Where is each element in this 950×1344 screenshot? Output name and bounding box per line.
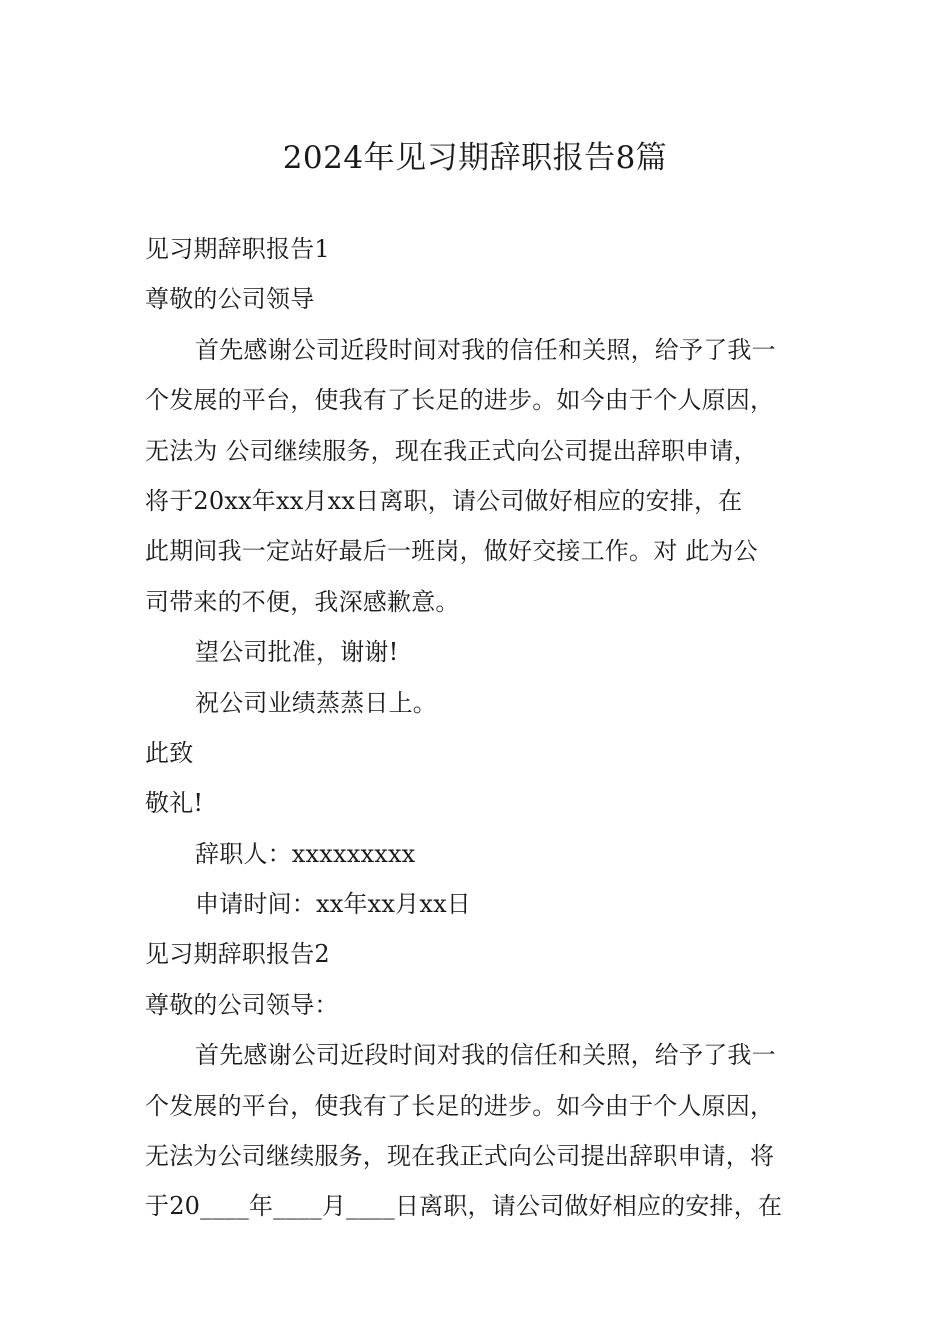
text-line: 司带来的不便，我深感歉意。 [145,587,460,616]
document-body [145,224,817,1232]
text-line: 首先感谢公司近段时间对我的信任和关照，给予了我一 [195,335,776,364]
text-line: 辞职人：xxxxxxxxx [195,839,416,868]
text-line: 此期间我一定站好最后一班岗，做好交接工作。对 此为公 [145,537,758,566]
text-line: 此致 [145,738,194,767]
text-line: 尊敬的公司领导： [145,990,339,1019]
text-line: 见习期辞职报告2 [145,940,330,969]
text-line: 望公司批准，谢谢! [195,638,399,667]
text-line: 祝公司业绩蒸蒸日上。 [195,688,437,717]
text-line: 申请时间：xx年xx月xx日 [195,890,472,919]
text-line: 个发展的平台，使我有了长足的进步。如今由于个人原因， [145,386,775,415]
text-line: 尊敬的公司领导 [145,285,315,314]
text-line: 无法为公司继续服务，现在我正式向公司提出辞职申请，将 [145,1142,775,1171]
text-line: 个发展的平台，使我有了长足的进步。如今由于个人原因， [145,1091,775,1120]
text-line: 见习期辞职报告1 [145,235,330,263]
document-title: 2024年见习期辞职报告8篇 [282,140,668,176]
text-line: 敬礼! [145,789,204,818]
text-line: 将于20xx年xx月xx日离职，请公司做好相应的安排，在 [145,486,743,515]
text-line: 首先感谢公司近段时间对我的信任和关照，给予了我一 [195,1041,776,1070]
text-line: 于20____年____月____日离职，请公司做好相应的安排，在 [145,1192,783,1221]
text-line: 无法为 公司继续服务，现在我正式向公司提出辞职申请， [145,436,758,465]
